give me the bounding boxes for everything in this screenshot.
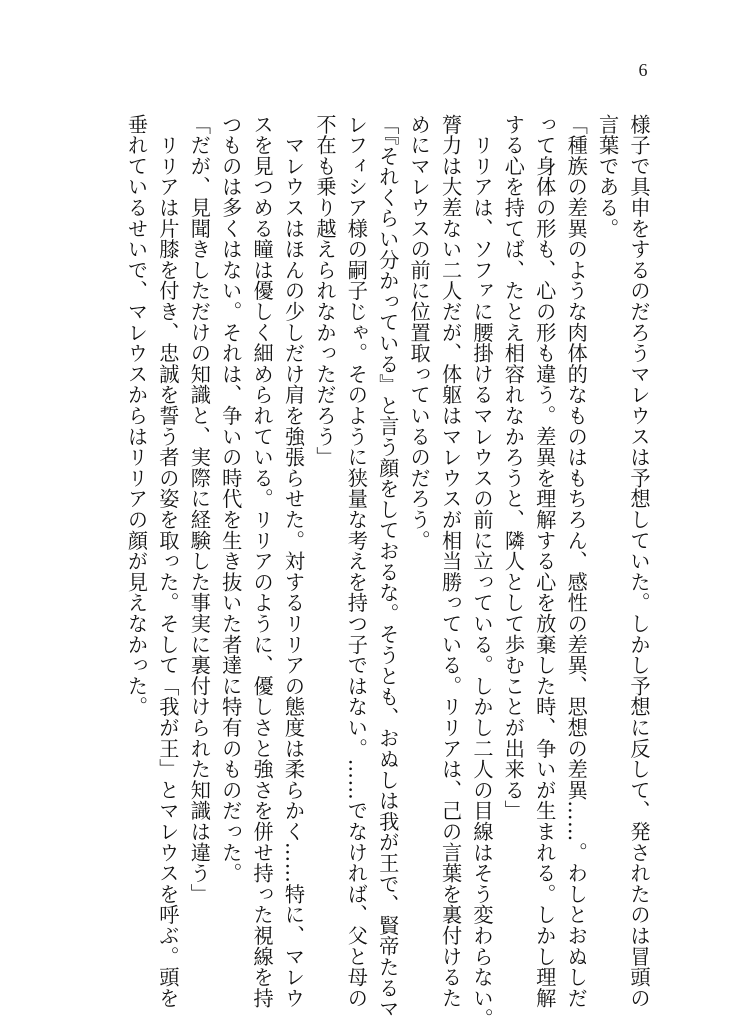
text-line: 膂力は大差ない二人だが、体躯はマレウスが相当勝っている。リリアは、己の言葉を裏付けるた	[438, 114, 463, 1009]
text-line: レフィシア様の嗣子じゃ。そのように狭量な考えを持つ子ではない。……でなければ、父と母の	[344, 114, 369, 1009]
text-line: 垂れているせいで、マレウスからはリリアの顔が見えなかった。	[124, 114, 149, 718]
text-line: 様子で具申をするのだろうマレウスは予想していた。しかし予想に反して、発されたのは冒頭の	[627, 114, 651, 1009]
text-line: リリアは片膝を付き、忠誠を誓う者の姿を取った。そして「我が王」とマレウスを呼ぶ。頭を	[155, 114, 180, 1009]
text-line: する心を持てば、たとえ相容れなかろうと、隣人として歩むことが出来る」	[501, 114, 526, 822]
text-line: マレウスはほんの少しだけ肩を強張らせた。対するリリアの態度は柔らかく……特に、マレウ	[281, 114, 306, 1009]
text-line: 「だが、見聞きしただけの知識と、実際に経験した事実に裏付けられた知識は違う」	[187, 114, 212, 905]
body-text	[114, 114, 654, 1029]
text-line: つものは多くはない。それは、争いの時代を生き抜いた者達に特有のものだった。	[218, 114, 243, 884]
text-line: 「種族の差異のような肉体的なものはもちろん、感性の差異、思想の差異……。わしとおぬしだ	[564, 114, 589, 1009]
text-line: スを見つめる瞳は優しく細められている。リリアのように、優しさと強さを併せ持った視線を持	[250, 114, 275, 1009]
text-line: 不在も乗り越えられなかっただろう」	[312, 114, 337, 468]
text-line: めにマレウスの前に位置取っているのだろう。	[407, 114, 432, 551]
text-line: って身体の形も、心の形も違う。差異を理解する心を放棄した時、争いが生まれる。しかし理解	[532, 114, 557, 1009]
text-line: リリアは、ソファに腰掛けるマレウスの前に立っている。しかし二人の目線はそう変わらない。	[469, 114, 494, 1029]
page-number: 6	[638, 60, 648, 80]
text-line: 「『それくらい分かっている』と言う顔をしておるな。そうとも、おぬしは我が王で、賢帝たるマ	[375, 114, 400, 1020]
text-line: 言葉である。	[595, 114, 620, 239]
